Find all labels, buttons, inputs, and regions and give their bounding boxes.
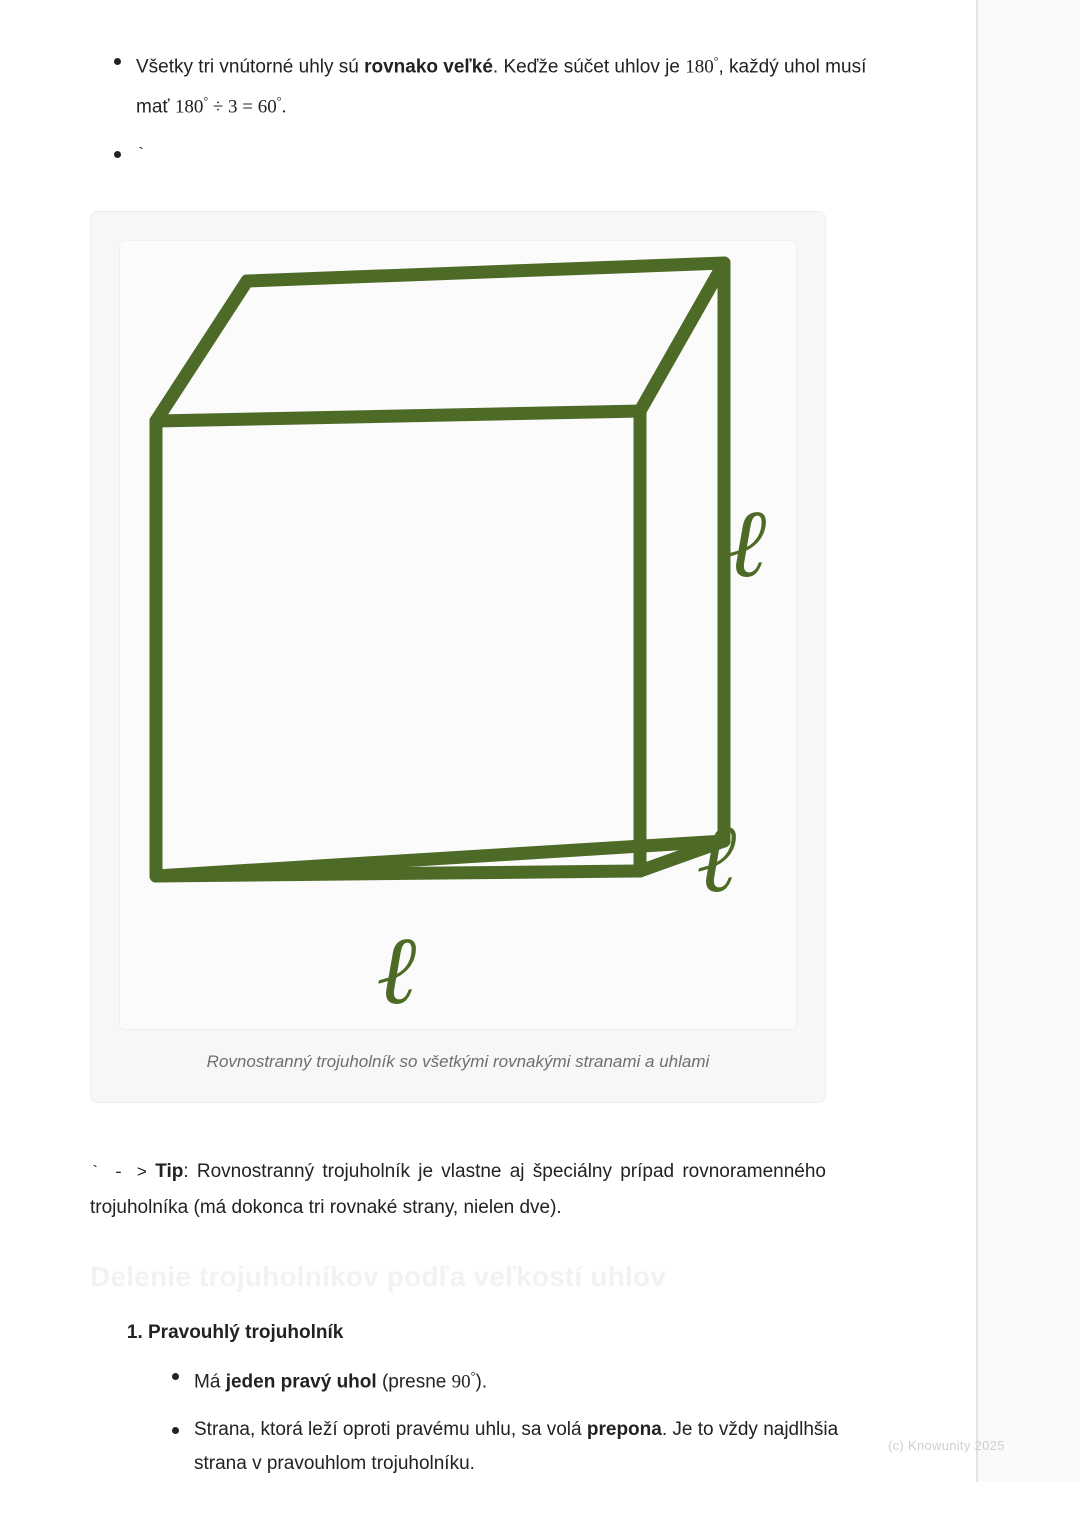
math-inline: ÷ 3 = 60 [208,96,277,118]
list-item [90,137,886,173]
list-item [148,1359,886,1399]
bullet-text-part: . Keďže súčet uhlov je [492,56,686,78]
degree-symbol: ° [470,1368,476,1383]
bullet-bold-emphasis: rovnako veľké [364,56,493,78]
tip-prefix: ` - > [90,1163,147,1183]
list-item [90,44,886,125]
degree-symbol: ° [713,54,719,68]
bullet-text-part: , každý uhol musí mať [136,56,867,118]
sub-bullet-post: . Je to vždy najdlhšia strana v pravouhlom trojuholníku. [194,1418,839,1474]
right-page-strip [976,0,1080,1482]
copyright-watermark: (c) Knowunity 2025 [888,1438,1005,1453]
math-inline: 180 [174,96,204,118]
math-inline: 90 [451,1370,471,1392]
degree-symbol: ° [276,94,282,109]
math-inline: 180 [685,56,714,78]
tip-label: Tip [155,1160,184,1182]
sub-bullet-post: (presne [376,1370,452,1392]
sub-bullet-tail: ). [475,1370,488,1392]
list-item [148,1317,886,1481]
sub-bullet-pre: Strana, ktorá leží oproti pravému uhlu, sa volá [194,1418,587,1440]
degree-symbol: ° [203,94,209,109]
angle-classification-list [90,1317,886,1481]
sub-bullet-list [148,1359,886,1481]
triangle-cube-illustration [120,241,797,1029]
label-side-right-top: ℓ [728,489,770,597]
list-item [148,1413,886,1481]
figure-caption: Rovnostranný trojuholník so všetkými rovnakými stranami a uhlami [206,1051,710,1071]
sub-bullet-pre: Má [194,1370,226,1392]
intro-bullet-list [90,44,886,173]
label-side-right-bottom: ℓ [698,804,740,912]
bullet-text-part: Všetky tri vnútorné uhly sú [136,56,365,78]
math-inline: . [281,96,287,118]
tip-body: : Rovnostranný trojuholník je vlastne aj špeciálny prípad rovnoramenného trojuholníka (má dokonca tri rovnaké strany, nielen dve). [90,1160,826,1218]
section-heading: Delenie trojuholníkov podľa veľkostí uhlov [90,1260,667,1292]
tip-paragraph [90,1155,826,1225]
label-side-bottom: ℓ [378,916,420,1024]
figure-image-frame [119,240,797,1030]
list-item-label: ` [136,145,147,165]
sub-bullet-bold: jeden pravý uhol [225,1370,377,1392]
figure-card [90,211,826,1103]
sub-bullet-bold: prepona [586,1418,662,1440]
numbered-item-title: Pravouhlý trojuholník [148,1321,344,1343]
